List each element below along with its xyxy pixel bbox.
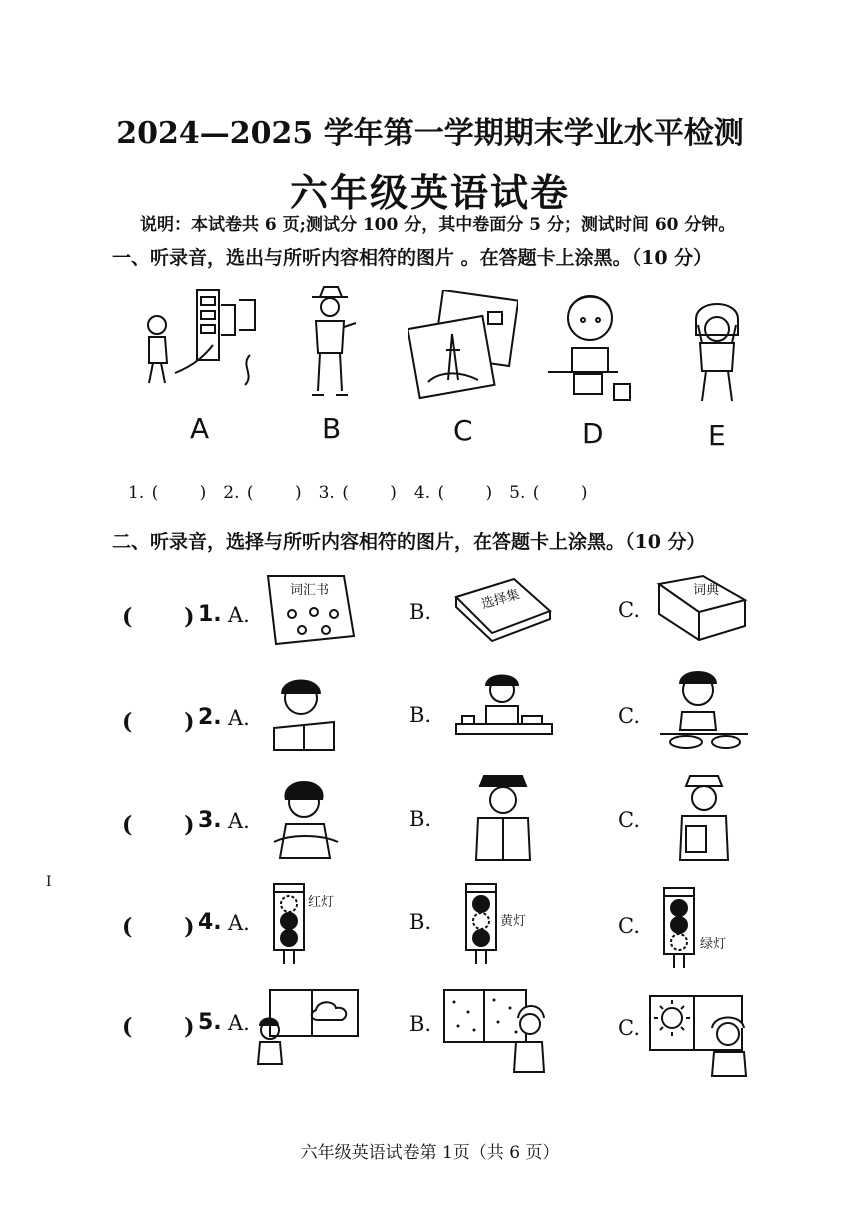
book-label-vocabulary: 词汇书: [290, 583, 330, 598]
picture-boy-writing: [452, 672, 557, 748]
picture-boy-typing: [548, 288, 648, 408]
option-c-label: C.: [618, 808, 640, 832]
option-c-label: C.: [618, 914, 640, 938]
question-number-5: 5.: [198, 1010, 222, 1035]
answer-blanks[interactable]: 1. ( ) 2. ( ) 3. ( ) 4. ( ) 5. ( ): [128, 483, 588, 503]
part1-heading: 一、听录音，选出与所听内容相符的图片 。在答题卡上涂黑。（10 分）: [112, 247, 713, 269]
option-b-label: B.: [409, 910, 432, 934]
picture-woman-driver: [270, 772, 342, 862]
picture-boy-reading: [268, 672, 340, 754]
picture-exercise-book: [452, 575, 554, 643]
picture-dictionary: [653, 572, 749, 642]
question-number-4: 4.: [198, 910, 222, 935]
option-b-label: B.: [409, 703, 432, 727]
picture-postcards: [408, 290, 518, 400]
picture-nurse: [672, 772, 736, 862]
question-number-3: 3.: [198, 808, 222, 833]
question-number-1: 1.: [198, 602, 222, 627]
picture-vocabulary-book: [262, 572, 358, 646]
answer-paren-2[interactable]: ( ): [122, 709, 195, 735]
light-label-red: 红灯: [308, 895, 335, 910]
option-b-label: B.: [409, 807, 432, 831]
light-label-green: 绿灯: [700, 937, 727, 952]
page-footer: 六年级英语试卷第 1页（共 6 页）: [300, 1143, 560, 1163]
picture-police-officer: [470, 770, 536, 862]
picture-girl-covering-ears: [688, 295, 746, 410]
option-a-label: A.: [228, 706, 250, 730]
light-label-yellow: 黄灯: [500, 914, 527, 929]
picture-boy-walking: [135, 285, 260, 395]
part2-heading: 二、听录音，选择与所听内容相符的图片，在答题卡上涂黑。（10 分）: [112, 531, 706, 553]
option-b-label: B.: [409, 600, 432, 624]
picture-weather-sunny: [646, 992, 756, 1078]
exam-title-line1: 2024—2025 学年第一学期期末学业水平检测: [116, 116, 744, 151]
option-a-label: A.: [228, 911, 250, 935]
instructions: 说明：本试卷共 6 页;测试分 100 分，其中卷面分 5 分；测试时间 60 分钟。: [140, 215, 736, 235]
picture-man-with-hat: [298, 283, 363, 401]
option-letter-b: B: [322, 412, 342, 445]
answer-paren-4[interactable]: ( ): [122, 914, 195, 940]
question-number-2: 2.: [198, 705, 222, 730]
picture-traffic-light-red: [268, 880, 356, 966]
option-a-label: A.: [228, 809, 250, 833]
picture-boy-eating: [660, 668, 750, 756]
book-label-dictionary: 词典: [693, 583, 720, 598]
option-letter-d: D: [582, 417, 604, 450]
exam-title-line2: 六年级英语试卷: [289, 170, 570, 215]
answer-paren-1[interactable]: ( ): [122, 604, 195, 630]
option-b-label: B.: [409, 1012, 432, 1036]
option-letter-a: A: [190, 412, 210, 445]
picture-traffic-light-yellow: [460, 880, 548, 966]
option-a-label: A.: [228, 1011, 250, 1035]
option-a-label: A.: [228, 603, 250, 627]
option-letter-e: E: [708, 419, 726, 452]
option-c-label: C.: [618, 1016, 640, 1040]
picture-weather-cloudy: [256, 986, 362, 1066]
option-letter-c: C: [453, 414, 473, 447]
option-c-label: C.: [618, 704, 640, 728]
picture-traffic-light-green: [658, 884, 746, 970]
answer-paren-5[interactable]: ( ): [122, 1014, 195, 1040]
answer-paren-3[interactable]: ( ): [122, 812, 195, 838]
margin-mark: I: [46, 874, 52, 890]
picture-weather-snowy: [440, 986, 548, 1074]
option-c-label: C.: [618, 598, 640, 622]
book-label-exercises: 选择集: [479, 587, 522, 613]
